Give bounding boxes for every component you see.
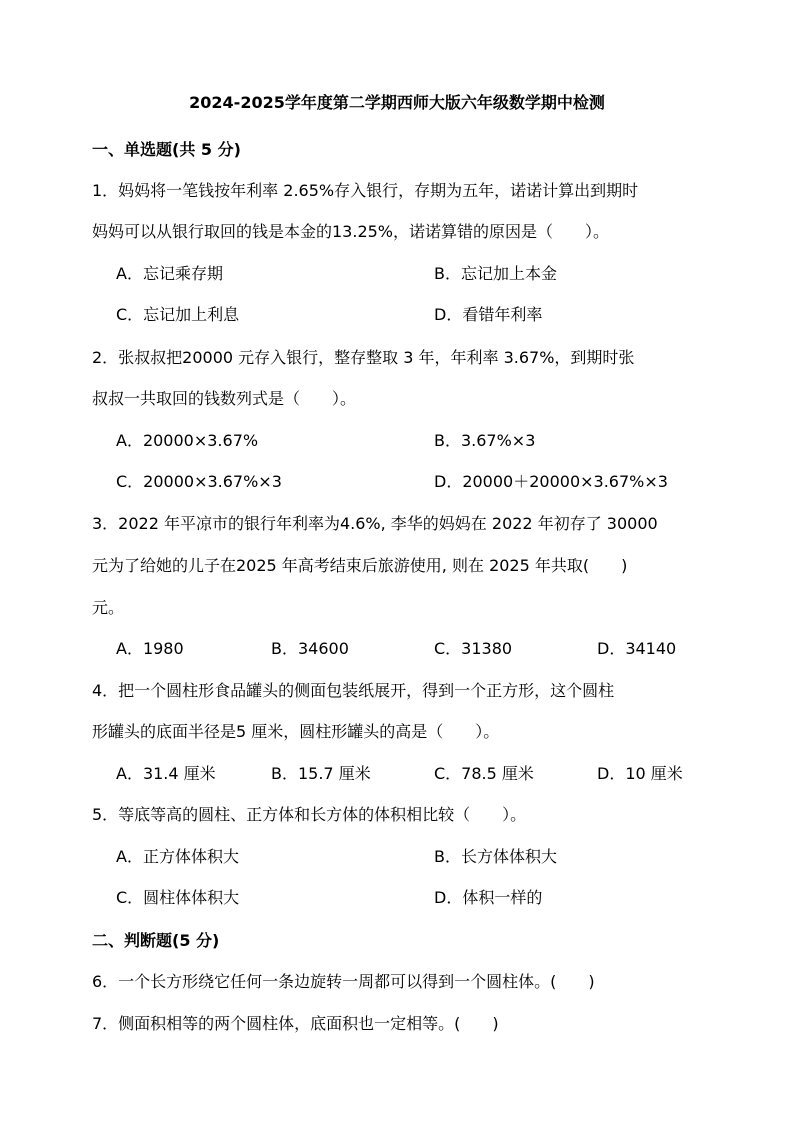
question-5-option-d: D．体积一样的 [434,888,543,907]
question-1-line-2: 妈妈可以从银行取回的钱是本金的13.25%，诺诺算错的原因是（ ）。 [92,222,610,241]
question-3-option-c: C．31380 [434,639,513,658]
question-1-option-b: B．忘记加上本金 [434,264,557,283]
question-5-option-b: B．长方体体积大 [434,847,557,866]
question-4-option-c: C．78.5 厘米 [434,764,534,783]
question-3-option-b: B．34600 [271,639,349,658]
question-3-line-1: 3．2022 年平凉市的银行年利率为4.6%, 李华的妈妈在 2022 年初存了 30000 [92,514,658,533]
question-3-option-a: A．1980 [116,639,184,658]
question-1-option-c: C．忘记加上利息 [116,305,240,324]
question-4-option-a: A．31.4 厘米 [116,764,216,783]
question-4-option-b: B．15.7 厘米 [271,764,371,783]
question-3-line-3: 元。 [92,598,125,617]
question-5-option-c: C．圆柱体体积大 [116,888,240,907]
question-2-option-b: B．3.67%×3 [434,431,536,450]
question-1-option-a: A．忘记乘存期 [116,264,223,283]
question-5-option-a: A．正方体体积大 [116,847,239,866]
question-1-line-1: 1．妈妈将一笔钱按年利率 2.65%存入银行，存期为五年，诺诺计算出到期时 [92,181,639,200]
question-4-line-2: 形罐头的底面半径是5 厘米，圆柱形罐头的高是（ ）。 [92,722,500,741]
question-1-option-d: D．看错年利率 [434,305,543,324]
question-3-line-2: 元为了给她的儿子在2025 年高考结束后旅游使用, 则在 2025 年共取( ) [92,556,628,575]
question-2-option-a: A．20000×3.67% [116,431,259,450]
question-3-option-d: D．34140 [597,639,677,658]
section-heading-single-choice: 一、单选题(共 5 分) [92,140,241,159]
question-2-line-1: 2．张叔叔把20000 元存入银行，整存整取 3 年，年利率 3.67%，到期时张 [92,348,635,367]
question-4-line-1: 4．把一个圆柱形食品罐头的侧面包装纸展开，得到一个正方形，这个圆柱 [92,681,615,700]
question-2-line-2: 叔叔一共取回的钱数列式是（ ）。 [92,389,357,408]
section-heading-true-false: 二、判断题(5 分) [92,931,220,950]
question-2-option-d: D．20000＋20000×3.67%×3 [434,472,668,491]
question-6: 6．一个长方形绕它任何一条边旋转一周都可以得到一个圆柱体。( ) [92,972,595,991]
question-4-option-d: D．10 厘米 [597,764,683,783]
question-2-option-c: C．20000×3.67%×3 [116,472,282,491]
page-title: 2024-2025学年度第二学期西师大版六年级数学期中检测 [189,93,605,112]
question-7: 7．侧面积相等的两个圆柱体，底面积也一定相等。( ) [92,1014,499,1033]
question-5-line-1: 5．等底等高的圆柱、正方体和长方体的体积相比较（ ）。 [92,805,527,824]
